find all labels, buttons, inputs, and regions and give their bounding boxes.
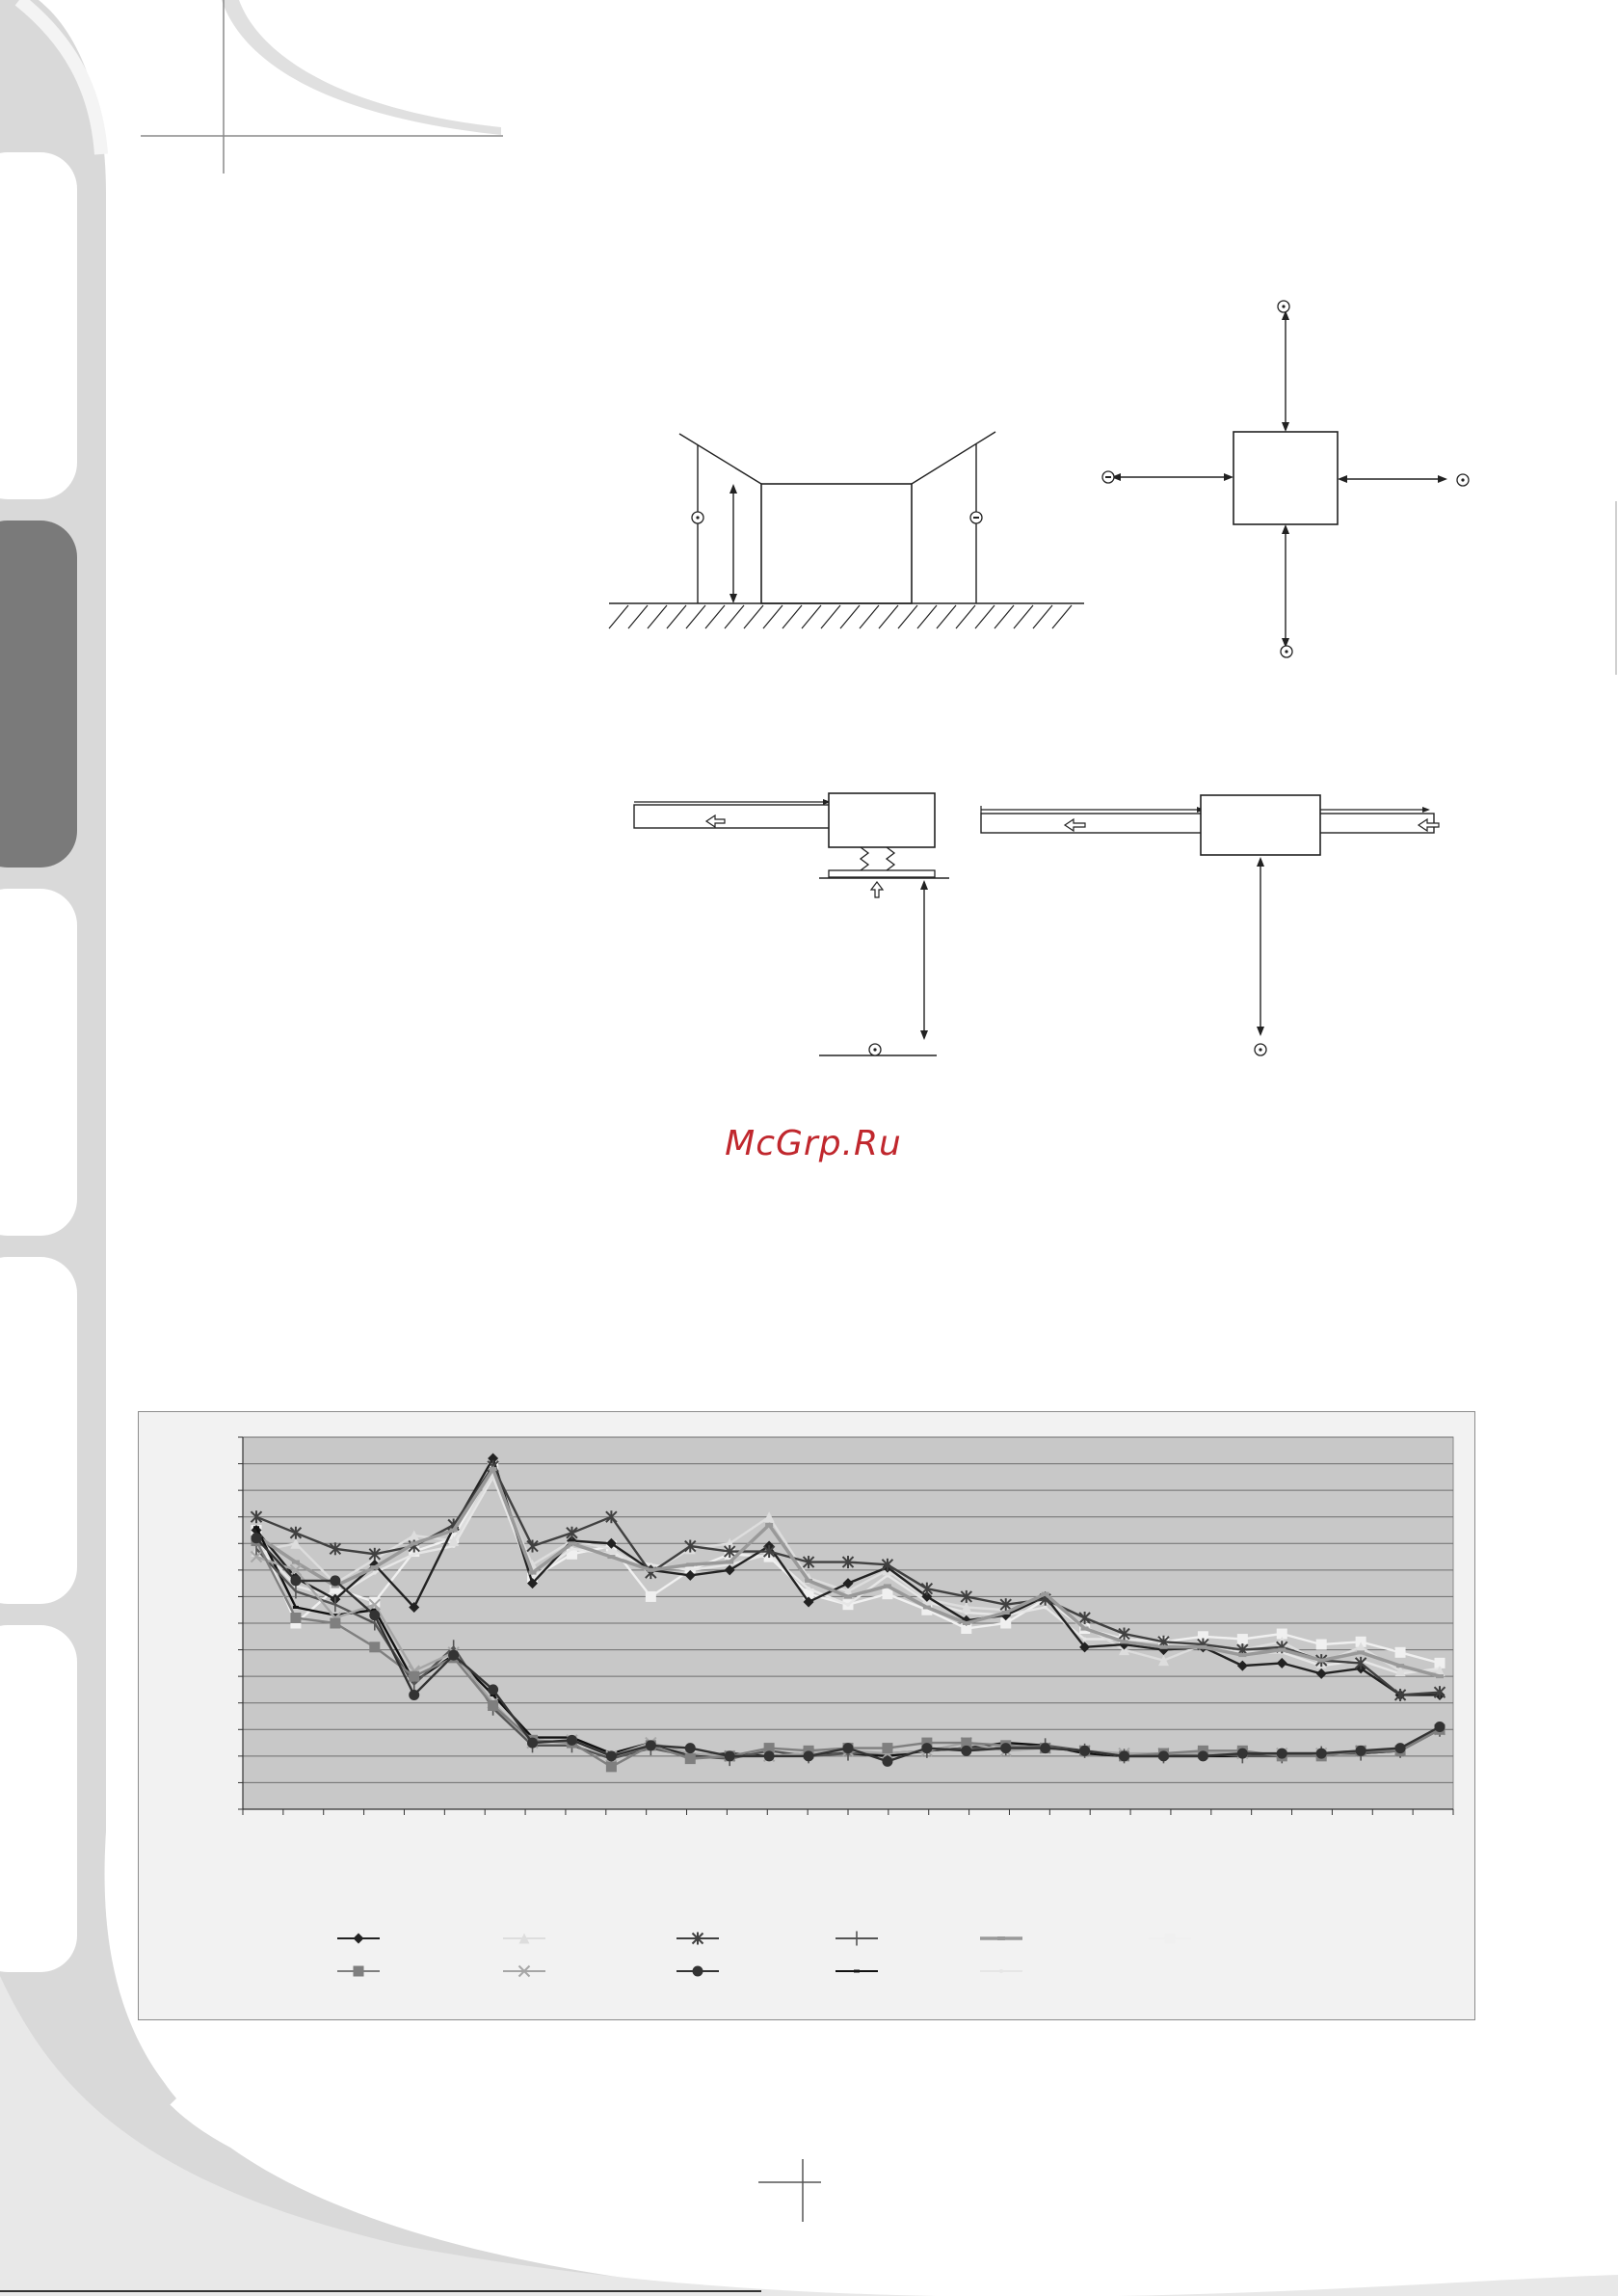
data-point bbox=[1238, 1653, 1246, 1657]
data-point bbox=[369, 1610, 380, 1620]
legend-entry-7 bbox=[836, 1932, 878, 1946]
data-point bbox=[1199, 1645, 1207, 1649]
unit-box bbox=[829, 793, 935, 847]
data-point bbox=[409, 1671, 419, 1682]
legend-entry-10 bbox=[980, 1969, 1022, 1973]
data-point bbox=[882, 1743, 892, 1753]
data-point bbox=[686, 1562, 694, 1566]
data-point bbox=[293, 1606, 299, 1609]
hollow-arrow-icon bbox=[706, 815, 725, 827]
data-point bbox=[1237, 1749, 1248, 1759]
data-point bbox=[765, 1523, 773, 1527]
data-point bbox=[607, 1555, 615, 1559]
data-point bbox=[409, 1690, 419, 1700]
data-point bbox=[567, 1735, 577, 1746]
left-swoosh-light bbox=[0, 1976, 1618, 2296]
circle-dot-icon bbox=[1255, 1044, 1266, 1055]
data-point bbox=[963, 1621, 970, 1625]
side-tab-2-active[interactable] bbox=[0, 521, 77, 868]
data-point bbox=[843, 1743, 854, 1753]
circle-dot-icon bbox=[1457, 474, 1469, 486]
data-point bbox=[290, 1613, 301, 1623]
data-point bbox=[1121, 1640, 1128, 1643]
data-point bbox=[411, 1541, 418, 1545]
legend-entry-6 bbox=[676, 1966, 719, 1977]
data-point bbox=[373, 1571, 377, 1575]
data-point bbox=[371, 1565, 379, 1569]
legend-entry-9 bbox=[980, 1936, 1022, 1940]
hollow-arrow-icon bbox=[1419, 819, 1439, 831]
duct-mount-diagram bbox=[626, 786, 954, 1065]
legend bbox=[337, 1932, 1191, 1977]
data-point bbox=[1395, 1647, 1406, 1658]
data-point bbox=[646, 1591, 656, 1602]
data-point bbox=[921, 1743, 932, 1753]
hollow-arrow-up-icon bbox=[871, 882, 883, 897]
data-point bbox=[807, 1587, 810, 1590]
data-point bbox=[354, 1966, 364, 1977]
data-point bbox=[1278, 1648, 1286, 1652]
data-point bbox=[999, 1969, 1003, 1973]
side-tab-3[interactable] bbox=[0, 889, 77, 1236]
data-point bbox=[290, 1575, 301, 1586]
data-point bbox=[1165, 1934, 1176, 1944]
data-point bbox=[646, 1740, 656, 1750]
data-point bbox=[882, 1589, 892, 1599]
data-point bbox=[805, 1579, 812, 1583]
legend-entry-3 bbox=[503, 1934, 545, 1944]
data-point bbox=[693, 1966, 703, 1977]
data-point bbox=[1002, 1611, 1010, 1615]
data-point bbox=[252, 1533, 262, 1543]
circle-dot-icon bbox=[1102, 471, 1114, 483]
legend-entry-11 bbox=[1149, 1934, 1191, 1944]
data-point bbox=[1079, 1746, 1090, 1756]
unit-box bbox=[1201, 795, 1320, 855]
data-point bbox=[923, 1605, 931, 1609]
spring-icon bbox=[861, 847, 894, 870]
data-point bbox=[997, 1936, 1005, 1940]
data-point bbox=[726, 1561, 733, 1564]
data-point bbox=[529, 1571, 537, 1575]
top-swoosh bbox=[222, 0, 501, 135]
data-point bbox=[1119, 1750, 1129, 1761]
watermark: McGrp.Ru bbox=[725, 1124, 902, 1163]
data-point bbox=[844, 1594, 852, 1598]
data-point bbox=[1277, 1749, 1287, 1759]
legend-entry-4 bbox=[503, 1966, 545, 1977]
unit-box bbox=[1233, 432, 1338, 524]
data-point bbox=[568, 1541, 575, 1545]
legend-entry-8 bbox=[836, 1970, 878, 1973]
data-point bbox=[490, 1467, 497, 1471]
data-point bbox=[725, 1750, 735, 1761]
data-point bbox=[412, 1552, 416, 1556]
data-point bbox=[685, 1743, 696, 1753]
data-point bbox=[1000, 1743, 1011, 1753]
data-point bbox=[1316, 1749, 1327, 1759]
ground-hatching bbox=[609, 605, 1072, 628]
data-point bbox=[1198, 1750, 1208, 1761]
circle-dot-icon bbox=[970, 512, 982, 523]
circle-dot-icon bbox=[869, 1044, 881, 1055]
data-point bbox=[1083, 1638, 1087, 1642]
data-point bbox=[488, 1684, 498, 1695]
data-point bbox=[570, 1547, 573, 1551]
side-tab-1[interactable] bbox=[0, 152, 77, 499]
data-point bbox=[448, 1650, 459, 1661]
data-point bbox=[1316, 1640, 1327, 1650]
data-point bbox=[846, 1603, 850, 1607]
data-point bbox=[1317, 1659, 1325, 1663]
data-point bbox=[854, 1970, 860, 1973]
unit-box bbox=[761, 484, 912, 603]
data-point bbox=[685, 1753, 696, 1764]
data-point bbox=[606, 1761, 617, 1772]
data-point bbox=[369, 1642, 380, 1652]
data-point bbox=[606, 1750, 617, 1761]
side-tab-4[interactable] bbox=[0, 1257, 77, 1604]
data-point bbox=[292, 1561, 300, 1564]
legend-entry-2 bbox=[337, 1966, 380, 1977]
data-point bbox=[253, 1526, 259, 1529]
circle-dot-icon bbox=[1278, 301, 1289, 312]
noise-chart-panel bbox=[138, 1411, 1475, 2020]
hollow-arrow-icon bbox=[1065, 819, 1085, 831]
data-point bbox=[804, 1750, 814, 1761]
clearance-cross-diagram bbox=[1089, 289, 1474, 665]
data-point bbox=[450, 1529, 458, 1533]
data-point bbox=[1044, 1605, 1048, 1609]
data-point bbox=[1357, 1650, 1365, 1654]
data-point bbox=[1396, 1664, 1404, 1668]
data-point bbox=[1356, 1746, 1366, 1756]
data-point bbox=[1081, 1627, 1089, 1631]
circle-dot-icon bbox=[692, 512, 703, 523]
legend-entry-5 bbox=[676, 1933, 719, 1945]
legend-entry-1 bbox=[337, 1934, 380, 1944]
data-point bbox=[1159, 1645, 1167, 1649]
data-point bbox=[647, 1568, 654, 1572]
duct-through-diagram bbox=[973, 786, 1455, 1065]
data-point bbox=[1395, 1743, 1406, 1753]
data-point bbox=[1040, 1743, 1050, 1753]
data-point bbox=[354, 1934, 364, 1944]
data-point bbox=[330, 1575, 340, 1586]
data-point bbox=[488, 1700, 498, 1711]
data-point bbox=[527, 1738, 538, 1749]
data-point bbox=[882, 1756, 892, 1767]
data-point bbox=[884, 1584, 891, 1588]
installation-room-diagram bbox=[597, 414, 1099, 636]
data-point bbox=[961, 1746, 971, 1756]
line-chart bbox=[139, 1412, 1476, 2021]
side-tab-5[interactable] bbox=[0, 1625, 77, 1972]
circle-dot-icon bbox=[1281, 646, 1292, 657]
data-point bbox=[1435, 1722, 1446, 1732]
data-point bbox=[330, 1618, 340, 1629]
data-point bbox=[764, 1750, 775, 1761]
data-point bbox=[1042, 1592, 1049, 1596]
data-point bbox=[1158, 1750, 1169, 1761]
data-point bbox=[1237, 1634, 1248, 1644]
data-point bbox=[1436, 1674, 1444, 1678]
